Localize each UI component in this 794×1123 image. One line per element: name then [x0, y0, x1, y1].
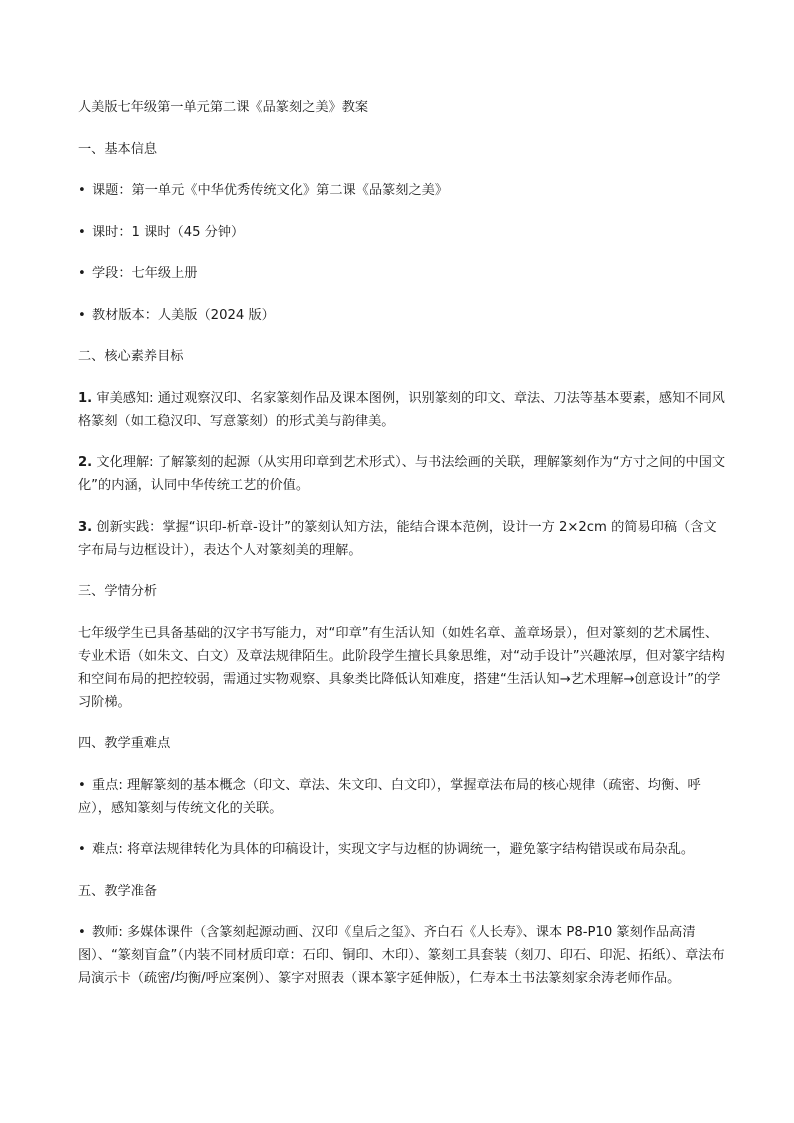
bullet-icon: •: [78, 842, 86, 857]
numbered-item: [78, 387, 726, 433]
document-title: 人美版七年级第一单元第二课《品篆刻之美》教案: [78, 100, 369, 115]
list-item: [78, 838, 726, 861]
bullet-icon: •: [78, 777, 86, 793]
bullet-icon: •: [78, 224, 86, 240]
list-item: [78, 221, 726, 244]
list-item: [78, 179, 726, 202]
numbered-item: [78, 516, 726, 562]
item-text: 审美感知: 通过观察汉印、名家篆刻作品及课本图例，识别篆刻的印文、章法、刀法等基本要素，感知不同风格篆刻（如工稳汉印、写意篆刻）的形式美与韵律美。: [78, 390, 725, 429]
list-item-text: 课时：1 课时（45 分钟）: [92, 224, 245, 240]
section-heading-preparation: 五、教学准备: [78, 883, 158, 899]
bullet-icon: •: [78, 266, 86, 281]
list-item: [78, 921, 726, 990]
bullet-icon: •: [78, 307, 86, 323]
list-item-text: 难点: 将章法规律转化为具体的印稿设计，实现文字与边框的协调统一，避免篆字结构错误或布局杂乱。: [92, 842, 695, 857]
list-item-text: 教材版本：人美版（2024 版）: [92, 307, 275, 323]
list-item: [78, 774, 726, 820]
item-number: 3.: [78, 519, 93, 535]
paragraph-learner-analysis: 七年级学生已具备基础的汉字书写能力，对“印章”有生活认知（如姓名章、盖章场景），但对篆刻的艺术属性、专业术语（如朱文、白文）及章法规律陌生。此阶段学生擅长具象思维，对“动手设计”兴趣浓厚，但对篆字结构和空间布局的把控较弱，需通过实物观察、具象类比降低认知难度，搭建“生活认知→艺术理解→创意设计”的学习阶梯。: [78, 625, 725, 710]
section-heading-core-goals: 二、核心素养目标: [78, 349, 184, 364]
item-text: 文化理解: 了解篆刻的起源（从实用印章到艺术形式）、与书法绘画的关联，理解篆刻作为“方寸之间的中国文化”的内涵，认同中华传统工艺的价值。: [78, 455, 726, 493]
item-text: 创新实践：掌握“识印-析章-设计”的篆刻认知方法，能结合课本范例，设计一方 2×2cm 的简易印稿（含文字布局与边框设计），表达个人对篆刻美的理解。: [78, 519, 717, 558]
list-item: [78, 304, 726, 327]
bullet-icon: •: [78, 183, 86, 198]
document-body: [78, 96, 726, 1009]
section-heading-key-points: 四、教学重难点: [78, 736, 171, 751]
list-item-text: 课题：第一单元《中华优秀传统文化》第二课《品篆刻之美》: [92, 183, 449, 198]
numbered-item: [78, 451, 726, 497]
item-number: 1.: [78, 390, 93, 406]
list-item: [78, 262, 726, 285]
item-number: 2.: [78, 455, 93, 470]
list-item-text: 重点: 理解篆刻的基本概念（印文、章法、朱文印、白文印），掌握章法布局的核心规律（疏密、均衡、呼应），感知篆刻与传统文化的关联。: [78, 777, 701, 816]
section-heading-learner-analysis: 三、学情分析: [78, 584, 158, 599]
section-heading-basic-info: 一、基本信息: [78, 141, 158, 157]
bullet-icon: •: [78, 925, 86, 940]
list-item-text: 教师: 多媒体课件（含篆刻起源动画、汉印《皇后之玺》、齐白石《人长寿》、课本 P8-P10 篆刻作品高清图）、“篆刻盲盒”（内装不同材质印章：石印、铜印、木印）、篆刻工具套装（刻刀、印石、印泥、拓纸）、章法布局演示卡（疏密/均衡/呼应案例）、篆字对照表（课本篆字延伸版），仁寿本土书法篆刻家余涛老师作品。: [78, 925, 725, 986]
list-item-text: 学段：七年级上册: [92, 266, 198, 281]
